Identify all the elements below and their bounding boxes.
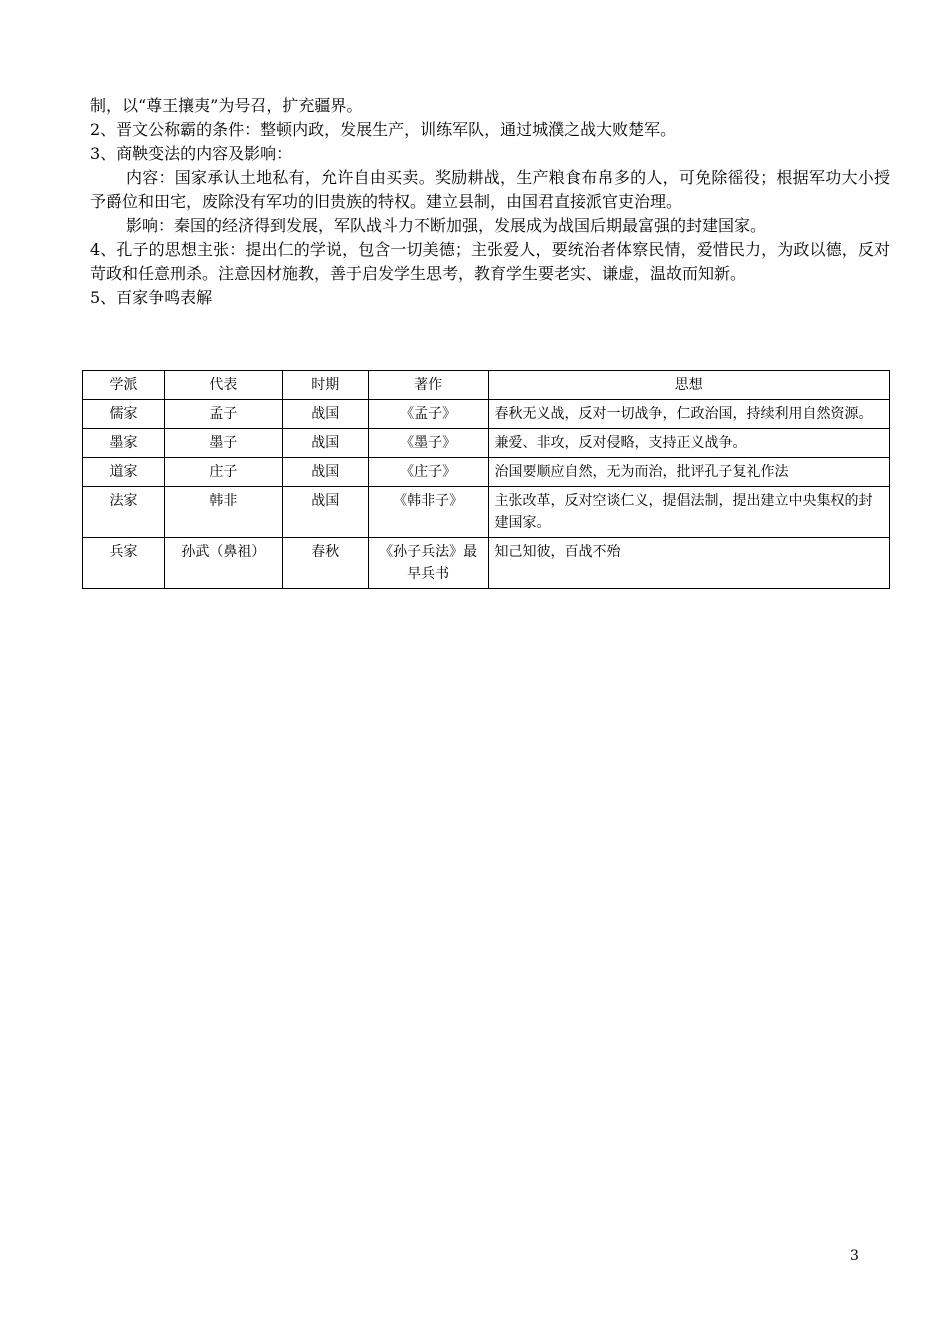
table-row xyxy=(83,400,890,429)
document-body xyxy=(90,94,890,310)
cell-period: 春秋 xyxy=(282,538,368,589)
cell-period: 战国 xyxy=(282,429,368,458)
paragraph-shang-yang-content: 内容：国家承认土地私有，允许自由买卖。奖励耕战，生产粮食布帛多的人，可免除徭役；根据军功大小授予爵位和田宅，废除没有军功的旧贵族的特权。建立县制，由国君直接派官吏治理。 xyxy=(90,168,890,211)
paragraph-shang-yang-heading: 3、商鞅变法的内容及影响： xyxy=(90,144,293,163)
cell-works: 《孙子兵法》最早兵书 xyxy=(368,538,488,589)
cell-representative: 孟子 xyxy=(164,400,282,429)
header-representative: 代表 xyxy=(164,371,282,400)
table-row xyxy=(83,487,890,538)
cell-thought: 治国要顺应自然，无为而治，批评孔子复礼作法 xyxy=(488,458,889,487)
cell-school: 墨家 xyxy=(83,429,165,458)
paragraph-shang-yang-impact: 影响：秦国的经济得到发展，军队战斗力不断加强，发展成为战国后期最富强的封建国家。 xyxy=(126,216,767,235)
table-row xyxy=(83,429,890,458)
cell-thought: 主张改革，反对空谈仁义，提倡法制，提出建立中央集权的封建国家。 xyxy=(488,487,889,538)
cell-works: 《韩非子》 xyxy=(368,487,488,538)
paragraph-confucius: 4、孔子的思想主张：提出仁的学说，包含一切美德；主张爱人，要统治者体察民情，爱惜民力，为政以德，反对苛政和任意刑杀。注意因材施教，善于启发学生思考，教育学生要老实、谦虚，温故而知新。 xyxy=(90,240,890,283)
cell-thought: 兼爱、非攻，反对侵略，支持正义战争。 xyxy=(488,429,889,458)
table-header-row xyxy=(83,371,890,400)
cell-representative: 孙武（鼻祖） xyxy=(164,538,282,589)
header-thought: 思想 xyxy=(488,371,889,400)
cell-school: 道家 xyxy=(83,458,165,487)
cell-representative: 韩非 xyxy=(164,487,282,538)
cell-works: 《庄子》 xyxy=(368,458,488,487)
table-row xyxy=(83,538,890,589)
paragraph-jin-wen-gong: 2、晋文公称霸的条件：整顿内政，发展生产，训练军队，通过城濮之战大败楚军。 xyxy=(90,120,677,139)
cell-representative: 墨子 xyxy=(164,429,282,458)
cell-period: 战国 xyxy=(282,487,368,538)
cell-thought: 春秋无义战，反对一切战争，仁政治国，持续利用自然资源。 xyxy=(488,400,889,429)
cell-thought: 知己知彼，百战不殆 xyxy=(488,538,889,589)
header-period: 时期 xyxy=(282,371,368,400)
hundred-schools-table xyxy=(82,370,890,589)
header-school: 学派 xyxy=(83,371,165,400)
table-caption: 5、百家争鸣表解 xyxy=(90,288,213,307)
cell-school: 儒家 xyxy=(83,400,165,429)
cell-representative: 庄子 xyxy=(164,458,282,487)
cell-works: 《孟子》 xyxy=(368,400,488,429)
header-works: 著作 xyxy=(368,371,488,400)
cell-school: 法家 xyxy=(83,487,165,538)
cell-period: 战国 xyxy=(282,458,368,487)
cell-school: 兵家 xyxy=(83,538,165,589)
cell-period: 战国 xyxy=(282,400,368,429)
table-row xyxy=(83,458,890,487)
cell-works: 《墨子》 xyxy=(368,429,488,458)
page-number: 3 xyxy=(850,1248,859,1264)
paragraph-continued: 制，以“尊王攘夷”为号召，扩充疆界。 xyxy=(90,96,363,115)
